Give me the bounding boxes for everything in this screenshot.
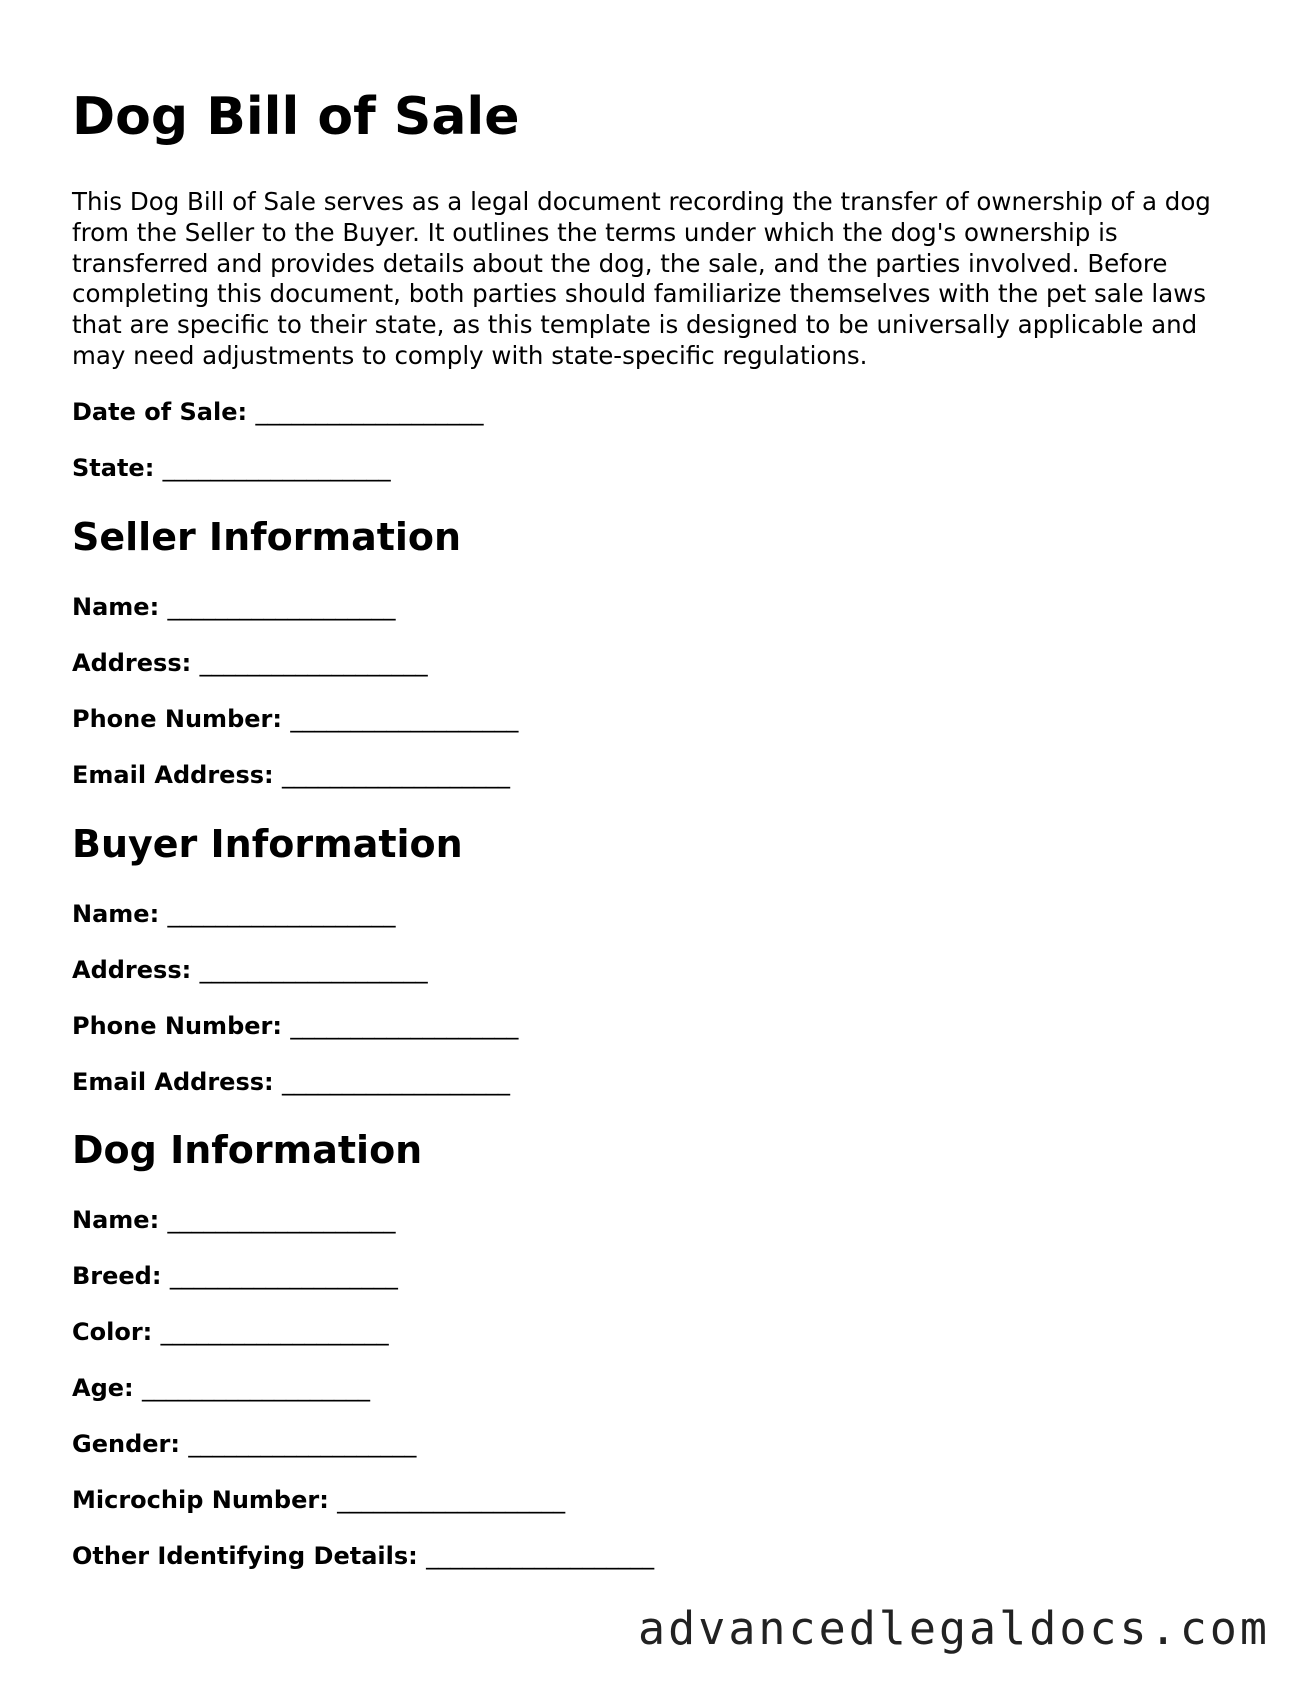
blank-line: ___________________ bbox=[167, 900, 396, 928]
blank-line: ___________________ bbox=[426, 1542, 655, 1570]
field-date-of-sale bbox=[72, 396, 483, 428]
field-label: Other Identifying Details: bbox=[72, 1542, 418, 1570]
site-watermark: advancedlegaldocs.com bbox=[638, 1602, 1270, 1655]
field-buyer-address bbox=[72, 954, 428, 986]
field-label: Name: bbox=[72, 1206, 160, 1234]
field-dog-other-details bbox=[72, 1540, 654, 1572]
blank-line: ___________________ bbox=[167, 593, 396, 621]
blank-line: ___________________ bbox=[167, 1206, 396, 1234]
field-dog-age bbox=[72, 1372, 370, 1404]
field-label: Age: bbox=[72, 1374, 134, 1402]
blank-line: ___________________ bbox=[162, 454, 391, 482]
blank-line: ___________________ bbox=[142, 1374, 370, 1402]
intro-paragraph: This Dog Bill of Sale serves as a legal document recording the transfer of ownership of a dog from the Seller to the Buyer. It outlines the terms under which the dog's ownership is transferred and provides details about the dog, the sale, and the parties involved. Before completing this document, both parties should familiarize themselves with the pet sale laws that are specific to their state, as this template is designed to be universally applicable and may need adjustments to comply with state-specific regulations. bbox=[72, 187, 1211, 370]
document-title: Dog Bill of Sale bbox=[72, 87, 520, 147]
field-seller-email bbox=[72, 759, 510, 791]
field-dog-gender bbox=[72, 1428, 416, 1460]
field-buyer-name bbox=[72, 898, 396, 930]
section-heading-buyer: Buyer Information bbox=[72, 822, 463, 866]
field-label: Date of Sale: bbox=[72, 398, 248, 426]
field-label: Email Address: bbox=[72, 1068, 274, 1096]
blank-line: ___________________ bbox=[281, 1068, 510, 1096]
field-label: Name: bbox=[72, 900, 160, 928]
field-state bbox=[72, 452, 391, 484]
blank-line: ___________________ bbox=[337, 1486, 566, 1514]
field-label: Address: bbox=[72, 956, 192, 984]
field-label: Breed: bbox=[72, 1262, 162, 1290]
field-dog-microchip bbox=[72, 1484, 565, 1516]
field-label: Gender: bbox=[72, 1430, 180, 1458]
field-seller-name bbox=[72, 591, 396, 623]
field-seller-address bbox=[72, 647, 428, 679]
blank-line: ___________________ bbox=[290, 1012, 519, 1040]
field-label: State: bbox=[72, 454, 155, 482]
field-dog-name bbox=[72, 1204, 396, 1236]
blank-line: ___________________ bbox=[160, 1318, 389, 1346]
blank-line: ___________________ bbox=[281, 761, 510, 789]
field-dog-breed bbox=[72, 1260, 398, 1292]
field-label: Address: bbox=[72, 649, 192, 677]
blank-line: ___________________ bbox=[188, 1430, 417, 1458]
field-seller-phone bbox=[72, 703, 518, 735]
field-label: Name: bbox=[72, 593, 160, 621]
field-label: Microchip Number: bbox=[72, 1486, 329, 1514]
field-buyer-email bbox=[72, 1066, 510, 1098]
field-dog-color bbox=[72, 1316, 389, 1348]
field-label: Phone Number: bbox=[72, 705, 282, 733]
field-buyer-phone bbox=[72, 1010, 518, 1042]
field-label: Email Address: bbox=[72, 761, 274, 789]
blank-line: ___________________ bbox=[255, 398, 484, 426]
blank-line: ___________________ bbox=[169, 1262, 398, 1290]
section-heading-seller: Seller Information bbox=[72, 515, 462, 559]
field-label: Phone Number: bbox=[72, 1012, 282, 1040]
blank-line: ___________________ bbox=[290, 705, 519, 733]
blank-line: ___________________ bbox=[199, 649, 428, 677]
field-label: Color: bbox=[72, 1318, 153, 1346]
section-heading-dog: Dog Information bbox=[72, 1128, 423, 1172]
blank-line: ___________________ bbox=[199, 956, 428, 984]
